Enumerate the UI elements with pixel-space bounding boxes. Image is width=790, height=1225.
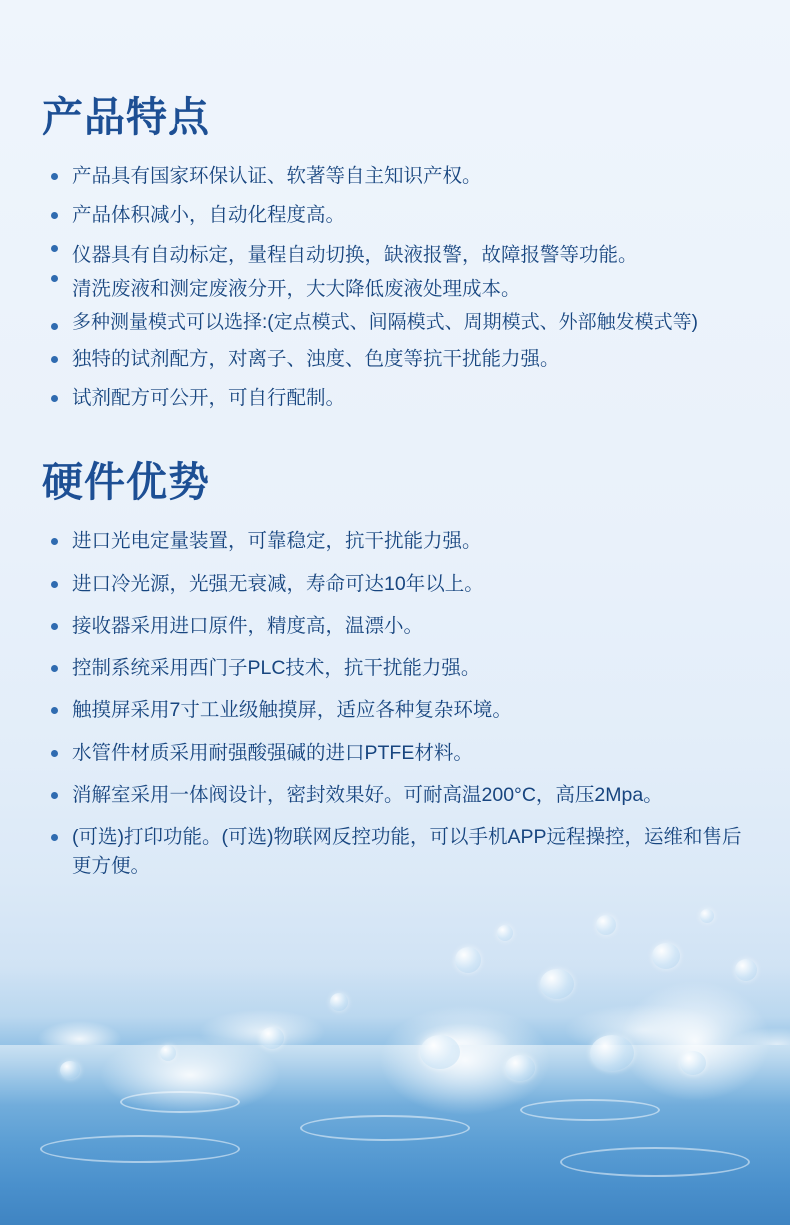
water-droplet xyxy=(60,1061,80,1079)
list-item-text: 清洗废液和测定废液分开，大大降低废液处理成本。 xyxy=(72,277,521,300)
list-item xyxy=(42,201,748,229)
page-title-product-features: 产品特点 xyxy=(42,94,210,140)
splash-crest xyxy=(620,981,770,1101)
product-features-list xyxy=(42,162,748,412)
list-item-text: 进口冷光源，光强无衰减，寿命可达10年以上。 xyxy=(72,572,484,595)
list-item-text: (可选)打印功能。(可选)物联网反控功能，可以手机APP远程操控，运维和售后更方便。 xyxy=(72,826,742,878)
list-item-text: 产品体积减小，自动化程度高。 xyxy=(72,204,346,227)
water-droplet xyxy=(652,943,680,969)
water-ripple xyxy=(120,1091,240,1113)
water-splash-photo xyxy=(0,885,790,1225)
list-item-text: 触摸屏采用7寸工业级触摸屏，适应各种复杂环境。 xyxy=(72,699,512,722)
page-title-hardware-advantages: 硬件优势 xyxy=(42,459,210,506)
water-droplet xyxy=(330,993,348,1011)
list-item-text: 消解室采用一体阀设计，密封效果好。可耐高温200°C，高压2Mpa。 xyxy=(72,783,663,806)
water-droplet xyxy=(596,915,616,935)
water-droplet xyxy=(680,1051,706,1075)
water-droplet xyxy=(735,959,757,981)
list-item-text: 独特的试剂配方，对离子、浊度、色度等抗干扰能力强。 xyxy=(72,347,560,370)
splash-crest xyxy=(100,1035,280,1115)
list-item-text: 试剂配方可公开，可自行配制。 xyxy=(72,386,346,409)
water-droplet xyxy=(505,1055,535,1081)
water-droplet xyxy=(160,1045,176,1061)
list-item-text: 水管件材质采用耐强酸强碱的进口PTFE材料。 xyxy=(72,741,473,764)
water-droplet xyxy=(700,909,714,923)
water-ripple xyxy=(560,1147,750,1177)
list-item xyxy=(42,345,748,373)
water-ripple xyxy=(300,1115,470,1141)
list-item xyxy=(42,162,748,190)
hardware-advantages-list xyxy=(42,527,748,881)
water-surface xyxy=(0,1045,790,1225)
wave-crest-line xyxy=(0,967,790,1057)
water-droplet xyxy=(590,1035,634,1071)
list-item xyxy=(42,384,748,412)
list-item xyxy=(42,612,748,640)
section-product-features xyxy=(42,95,748,412)
section-hardware-advantages xyxy=(42,460,748,881)
water-ripple xyxy=(40,1135,240,1163)
water-droplet xyxy=(540,969,574,999)
list-item-text: 接收器采用进口原件，精度高，温漂小。 xyxy=(72,614,424,637)
list-item xyxy=(42,309,748,337)
list-item xyxy=(42,823,748,882)
list-item xyxy=(42,781,748,809)
list-item-text: 进口光电定量装置，可靠稳定，抗干扰能力强。 xyxy=(72,530,482,553)
list-item xyxy=(42,275,748,303)
water-droplet xyxy=(497,925,513,941)
list-item xyxy=(42,527,748,555)
list-item xyxy=(42,739,748,767)
list-item-text: 仪器具有自动标定，量程自动切换，缺液报警，故障报警等功能。 xyxy=(72,243,638,266)
list-item-text: 多种测量模式可以选择:(定点模式、间隔模式、周期模式、外部触发模式等) xyxy=(72,312,698,334)
list-item xyxy=(42,654,748,682)
list-item xyxy=(42,696,748,724)
water-droplet xyxy=(455,947,481,973)
list-item-text: 控制系统采用西门子PLC技术，抗干扰能力强。 xyxy=(72,657,481,680)
list-item xyxy=(42,570,748,598)
water-ripple xyxy=(520,1099,660,1121)
water-droplet xyxy=(420,1035,460,1069)
list-item-text: 产品具有国家环保认证、软著等自主知识产权。 xyxy=(72,165,482,188)
splash-crest xyxy=(380,1005,550,1115)
water-droplet xyxy=(260,1027,284,1049)
list-item xyxy=(42,241,748,269)
